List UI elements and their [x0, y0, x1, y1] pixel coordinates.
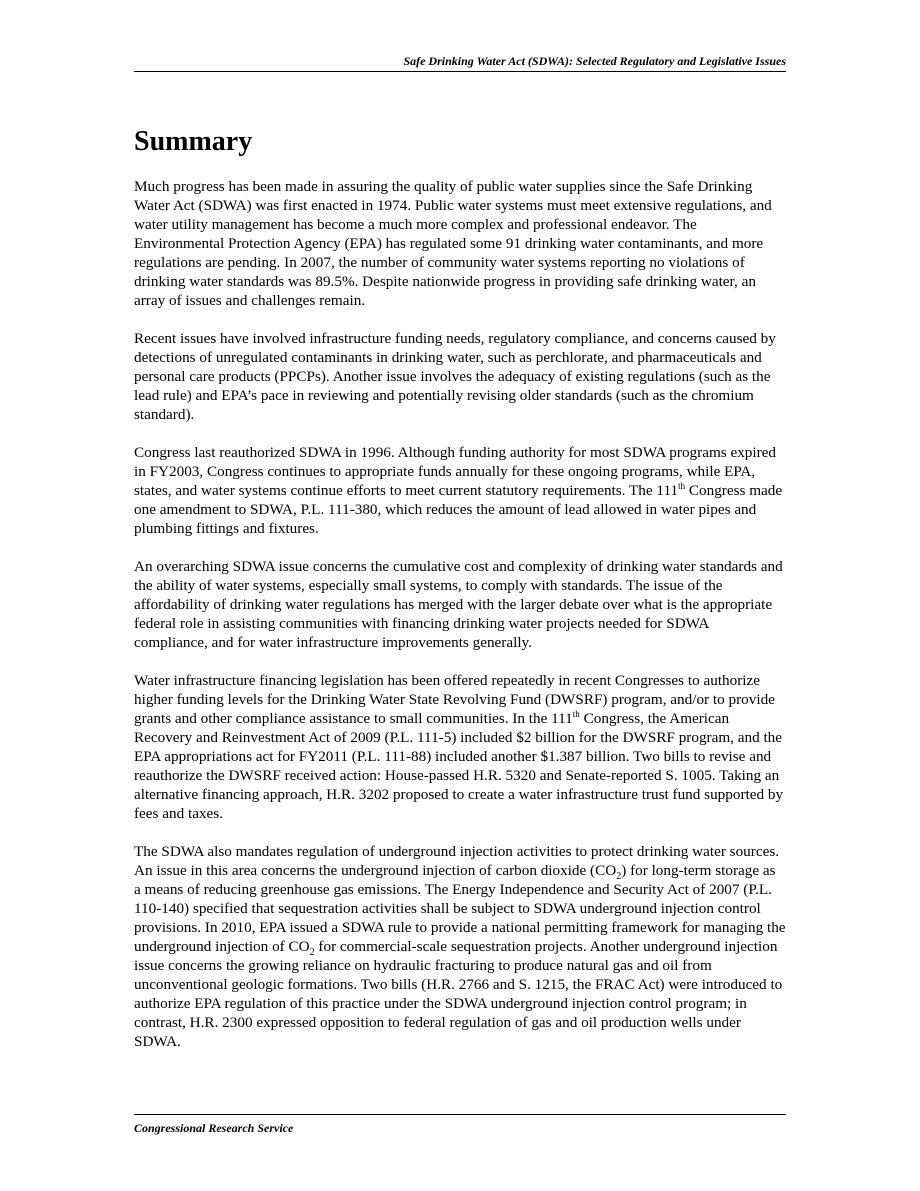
section-title: Summary	[134, 126, 253, 157]
running-header: Safe Drinking Water Act (SDWA): Selected Regulatory and Legislative Issues	[403, 54, 786, 68]
running-footer: Congressional Research Service	[134, 1121, 294, 1135]
summary-paragraph-1: Much progress has been made in assuring the quality of public water supplies since the Safe Drinking Water Act (SDWA) was first enacted in 1974. Public water systems must meet extensive regulations, and water utility management has become a much more complex and professional endeavor. The Environmental Protection Agency (EPA) has regulated some 91 drinking water contaminants, and more regulations are pending. In 2007, the number of community water systems reporting no violations of drinking water standards was 89.5%. Despite nationwide progress in providing safe drinking water, an array of issues and challenges remain.	[134, 178, 772, 309]
summary-body	[134, 177, 786, 1070]
summary-paragraph-3	[134, 443, 786, 538]
paragraph-5-text-b: Congress, the American Recovery and Reinvestment Act of 2009 (P.L. 111-5) included $2 billion for the DWSRF program, and the EPA appropriations act for FY2011 (P.L. 111-88) included another $1.387 billion. Two bills to revise and reauthorize the DWSRF received action: House-passed H.R. 5320 and Senate-reported S. 1005. Taking an alternative financing approach, H.R. 3202 proposed to create a water infrastructure trust fund supported by fees and taxes.	[134, 710, 784, 822]
co2-subscript: 2	[616, 871, 622, 883]
paragraph-6-text-c: for commercial-scale sequestration projects. Another underground injection issue concerns the growing reliance on hydraulic fracturing to produce natural gas and oil from unconventional geologic formations. Two bills (H.R. 2766 and S. 1215, the FRAC Act) were introduced to authorize EPA regulation of this practice under the SDWA underground injection control program; in contrast, H.R. 2300 expressed opposition to federal regulation of gas and oil production wells under SDWA.	[134, 938, 783, 1050]
paragraph-5-text-a: Water infrastructure financing legislation has been offered repeatedly in recent Congresses to authorize higher funding levels for the Drinking Water State Revolving Fund (DWSRF) program, and/or to provide grants and other compliance assistance to small communities. In the 111	[134, 672, 775, 727]
ordinal-superscript: th	[572, 708, 580, 719]
header-divider	[134, 71, 786, 72]
paragraph-3-text-b: Congress made one amendment to SDWA, P.L. 111-380, which reduces the amount of lead allowed in water pipes and plumbing fittings and fixtures.	[134, 482, 783, 537]
footer-divider	[134, 1114, 786, 1115]
summary-paragraph-2: Recent issues have involved infrastructure funding needs, regulatory compliance, and concerns caused by detections of unregulated contaminants in drinking water, such as perchlorate, and pharmaceuticals and personal care products (PPCPs). Another issue involves the adequacy of existing regulations (such as the lead rule) and EPA’s pace in reviewing and potentially revising older standards (such as the chromium standard).	[134, 330, 776, 423]
summary-paragraph-5	[134, 671, 786, 823]
ordinal-superscript: th	[678, 480, 686, 491]
co2-subscript: 2	[309, 947, 315, 959]
paragraph-3-text-a: Congress last reauthorized SDWA in 1996. Although funding authority for most SDWA programs expired in FY2003, Congress continues to appropriate funds annually for these ongoing programs, while EPA, states, and water systems continue efforts to meet current statutory requirements. The 111	[134, 444, 777, 499]
paragraph-6-text-a: The SDWA also mandates regulation of underground injection activities to protect drinking water sources. An issue in this area concerns the underground injection of carbon dioxide (CO	[134, 843, 780, 879]
summary-paragraph-6	[134, 842, 786, 1051]
paragraph-6-text-b: ) for long-term storage as a means of reducing greenhouse gas emissions. The Energy Independence and Security Act of 2007 (P.L. 110-140) specified that sequestration activities shall be subject to SDWA underground injection control provisions. In 2010, EPA issued a SDWA rule to provide a national permitting framework for managing the underground injection of CO	[134, 862, 786, 955]
summary-paragraph-4: An overarching SDWA issue concerns the cumulative cost and complexity of drinking water standards and the ability of water systems, especially small systems, to comply with standards. The issue of the affordability of drinking water regulations has merged with the larger debate over what is the appropriate federal role in assisting communities with financing drinking water projects needed for SDWA compliance, and for water infrastructure improvements generally.	[134, 558, 783, 651]
